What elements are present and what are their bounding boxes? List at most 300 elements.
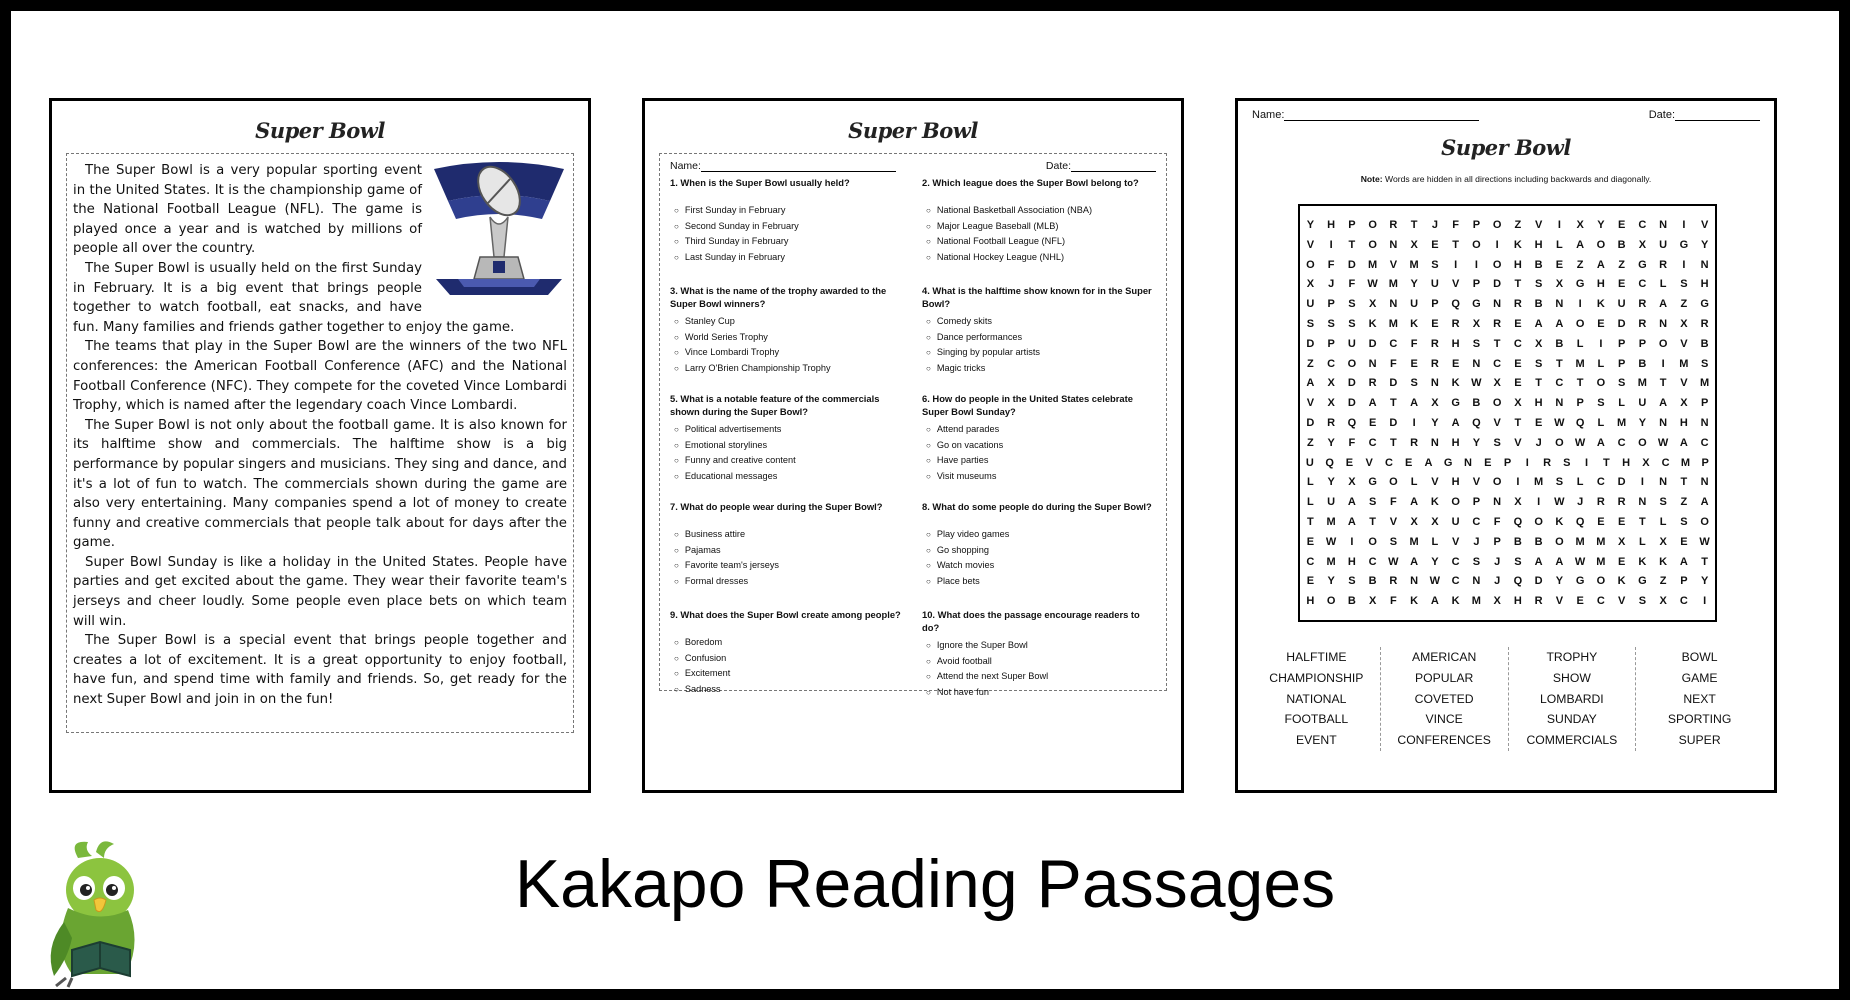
note-text: Words are hidden in all directions including backwards and diagonally.	[1382, 174, 1652, 184]
grid-letter: O	[1492, 219, 1502, 231]
grid-letter: H	[1534, 397, 1543, 410]
grid-letter: W	[1574, 555, 1586, 568]
grid-letter: I	[1516, 476, 1520, 489]
name-date-row	[670, 160, 1156, 172]
grid-letter: D	[1347, 258, 1356, 271]
grid-letter: T	[1514, 278, 1522, 291]
grid-letter: P	[1348, 219, 1356, 231]
answer-option[interactable]: ○ National Hockey League (NHL)	[926, 250, 1156, 266]
answer-option[interactable]: ○ Confusion	[674, 651, 904, 667]
grid-letter: K	[1368, 317, 1377, 330]
question-text: 4. What is the halftime show known for in the Super Bowl?	[922, 285, 1152, 309]
grid-letter: V	[1365, 456, 1373, 469]
grid-letter: Q	[1513, 515, 1523, 528]
question-text: 1. When is the Super Bowl usually held?	[670, 177, 850, 188]
grid-letter: M	[1575, 357, 1585, 370]
grid-letter: E	[1534, 416, 1543, 429]
grid-letter: M	[1617, 416, 1627, 429]
grid-letter: S	[1389, 535, 1398, 548]
grid-letter: F	[1348, 436, 1356, 449]
grid-letter: B	[1368, 575, 1377, 588]
answer-options	[926, 422, 1156, 484]
grid-letter: E	[1306, 535, 1315, 548]
grid-letter: X	[1327, 397, 1335, 410]
word-search-sheet	[1235, 98, 1777, 793]
grid-letter: Z	[1307, 436, 1314, 449]
grid-letter: M	[1637, 377, 1647, 390]
word-list	[1253, 647, 1763, 751]
grid-letter: X	[1368, 298, 1377, 311]
grid-letter: X	[1617, 535, 1626, 548]
search-word: HALFTIME	[1286, 650, 1347, 664]
grid-letter: R	[1638, 317, 1647, 330]
grid-letter: A	[1596, 258, 1605, 271]
grid-row	[1300, 256, 1715, 276]
grid-letter: X	[1534, 337, 1543, 350]
word-search-title: Super Bowl	[1441, 135, 1571, 160]
answer-option[interactable]: ○ Comedy skits	[926, 314, 1156, 330]
grid-letter: V	[1451, 535, 1460, 548]
grid-letter: R	[1543, 456, 1552, 469]
grid-letter: Y	[1327, 575, 1335, 588]
grid-letter: S	[1659, 496, 1667, 509]
grid-letter: Q	[1513, 575, 1523, 588]
grid-letter: E	[1431, 317, 1439, 330]
grid-letter: Y	[1431, 416, 1439, 429]
answer-option[interactable]: ○ World Series Trophy	[674, 330, 904, 346]
grid-letter: N	[1389, 238, 1398, 251]
grid-row	[1300, 493, 1715, 513]
grid-letter: W	[1388, 555, 1399, 568]
grid-row	[1300, 315, 1715, 335]
grid-letter: A	[1410, 397, 1419, 410]
grid-letter: R	[1368, 377, 1377, 390]
answer-option[interactable]: ○ Emotional storylines	[674, 438, 904, 454]
grid-letter: N	[1430, 377, 1439, 390]
grid-letter: H	[1534, 238, 1543, 251]
grid-letter: N	[1430, 436, 1439, 449]
grid-letter: G	[1451, 397, 1460, 410]
question-item	[670, 177, 904, 285]
grid-letter: D	[1347, 377, 1356, 390]
grid-letter: Q	[1575, 515, 1585, 528]
grid-letter: M	[1596, 535, 1606, 548]
answer-option[interactable]: ○ Dance performances	[926, 330, 1156, 346]
answer-option[interactable]: ○ Attend the next Super Bowl	[926, 669, 1156, 685]
grid-letter: Q	[1325, 456, 1334, 469]
questions-grid	[670, 177, 1156, 717]
answer-option[interactable]: ○ Last Sunday in February	[674, 250, 904, 266]
search-word: LOMBARDI	[1540, 691, 1604, 706]
grid-letter: Y	[1410, 278, 1418, 291]
grid-letter: S	[1472, 555, 1481, 568]
answer-option[interactable]: ○ Not have fun	[926, 685, 1156, 701]
grid-letter: N	[1638, 496, 1647, 509]
answer-option[interactable]: ○ Larry O'Brien Championship Trophy	[674, 361, 904, 377]
date-field[interactable]	[1649, 109, 1760, 121]
grid-letter: A	[1555, 317, 1564, 330]
grid-letter: S	[1617, 377, 1626, 390]
answer-option[interactable]: ○ Boredom	[674, 635, 904, 651]
answer-option[interactable]: ○ Pajamas	[674, 543, 904, 559]
grid-letter: A	[1700, 496, 1709, 509]
grid-letter: X	[1368, 595, 1377, 608]
grid-letter: B	[1555, 337, 1564, 350]
grid-letter: O	[1368, 535, 1377, 548]
grid-letter: N	[1464, 456, 1472, 469]
passage-box	[66, 153, 574, 733]
grid-letter: D	[1389, 416, 1398, 429]
grid-letter: C	[1513, 337, 1522, 350]
grid-letter: H	[1513, 595, 1522, 608]
answer-option[interactable]: ○ Excitement	[674, 666, 904, 682]
search-word: SUPER	[1678, 733, 1721, 748]
grid-letter: Y	[1431, 555, 1439, 568]
grid-letter: O	[1326, 595, 1336, 608]
grid-letter: A	[1410, 496, 1419, 509]
grid-letter: C	[1596, 476, 1605, 489]
grid-letter: Z	[1659, 575, 1667, 588]
grid-letter: M	[1471, 595, 1481, 608]
grid-letter: O	[1596, 575, 1606, 588]
grid-letter: F	[1493, 515, 1501, 528]
grid-letter: F	[1390, 595, 1397, 608]
grid-letter: D	[1306, 337, 1315, 350]
grid-letter: O	[1555, 535, 1564, 548]
answer-option[interactable]: ○ Avoid football	[926, 654, 1156, 670]
grid-letter: V	[1680, 377, 1688, 390]
search-word: TROPHY	[1546, 650, 1598, 664]
grid-letter: H	[1306, 595, 1315, 608]
passage-title: Super Bowl	[255, 118, 385, 143]
grid-letter: P	[1472, 496, 1481, 509]
grid-letter: B	[1534, 298, 1543, 311]
grid-letter: H	[1451, 337, 1460, 350]
grid-letter: G	[1700, 298, 1709, 311]
grid-letter: I	[1454, 258, 1458, 271]
grid-letter: A	[1306, 377, 1315, 390]
search-word: POPULAR	[1415, 670, 1474, 685]
grid-letter: M	[1326, 555, 1336, 568]
grid-letter: L	[1556, 238, 1563, 251]
answer-option[interactable]: ○ Third Sunday in February	[674, 234, 904, 250]
grid-letter: U	[1659, 238, 1668, 251]
grid-letter: S	[1514, 555, 1522, 568]
grid-letter: G	[1472, 298, 1481, 311]
grid-letter: A	[1451, 416, 1460, 429]
grid-letter: X	[1680, 397, 1688, 410]
search-word: SUNDAY	[1546, 712, 1597, 727]
answer-option[interactable]: ○ Funny and creative content	[674, 453, 904, 469]
grid-letter: E	[1617, 219, 1626, 231]
grid-letter: M	[1388, 278, 1398, 291]
grid-letter: C	[1661, 456, 1670, 469]
grid-letter: P	[1680, 575, 1688, 588]
grid-letter: Y	[1638, 416, 1647, 429]
grid-letter: O	[1700, 515, 1709, 528]
grid-letter: P	[1493, 535, 1501, 548]
grid-letter: L	[1597, 357, 1605, 370]
search-word: BOWL	[1681, 650, 1718, 664]
grid-row	[1300, 355, 1715, 375]
grid-letter: E	[1617, 278, 1626, 291]
grid-letter: O	[1658, 337, 1668, 350]
grid-letter: P	[1701, 456, 1709, 469]
question-item	[922, 285, 1156, 393]
search-word: COMMERCIALS	[1526, 733, 1618, 748]
grid-letter: N	[1700, 416, 1709, 429]
grid-letter: X	[1348, 476, 1356, 489]
answer-option[interactable]: ○ Attend parades	[926, 422, 1156, 438]
grid-letter: E	[1306, 575, 1315, 588]
passage-paragraph-2: The Super Bowl is usually held on the first Sunday in February. It is a big event that brings people together to watch football, eat snacks, and have fun. Many families and friends gather together to enjoy the game.	[73, 260, 515, 335]
grid-letter: H	[1679, 416, 1688, 429]
grid-letter: D	[1389, 377, 1398, 390]
answer-option[interactable]: ○ Go shopping	[926, 543, 1156, 559]
name-field[interactable]	[670, 160, 896, 172]
grid-letter: L	[1659, 515, 1667, 528]
answer-option[interactable]: ○ Visit museums	[926, 469, 1156, 485]
grid-row	[1300, 335, 1715, 355]
name-field[interactable]	[1252, 109, 1479, 121]
grid-letter: S	[1680, 515, 1688, 528]
grid-letter: N	[1472, 357, 1481, 370]
grid-letter: M	[1596, 555, 1606, 568]
grid-letter: C	[1555, 377, 1564, 390]
grid-letter: S	[1306, 317, 1315, 330]
answer-option[interactable]: ○ Educational messages	[674, 469, 904, 485]
grid-letter: E	[1368, 416, 1377, 429]
grid-letter: E	[1410, 357, 1418, 370]
grid-letter: H	[1700, 278, 1709, 291]
grid-letter: E	[1617, 555, 1626, 568]
grid-letter: Z	[1576, 258, 1584, 271]
question-text: 2. Which league does the Super Bowl belong to?	[922, 177, 1139, 188]
question-text: 7. What do people wear during the Super Bowl?	[670, 501, 883, 512]
search-word: AMERICAN	[1411, 650, 1477, 664]
answer-option[interactable]: ○ Major League Baseball (MLB)	[926, 219, 1156, 235]
grid-letter: R	[1617, 496, 1626, 509]
grid-letter: O	[1492, 476, 1502, 489]
grid-letter: B	[1534, 535, 1543, 548]
grid-letter: X	[1514, 496, 1522, 509]
grid-letter: A	[1410, 555, 1419, 568]
grid-letter: O	[1472, 238, 1481, 251]
search-word: NEXT	[1683, 691, 1716, 706]
grid-letter: G	[1575, 278, 1585, 291]
answer-option[interactable]: ○ Second Sunday in February	[674, 219, 904, 235]
grid-letter: A	[1576, 238, 1585, 251]
grid-letter: O	[1368, 219, 1377, 231]
answer-option[interactable]: ○ Singing by popular artists	[926, 345, 1156, 361]
question-item	[922, 501, 1156, 609]
grid-letter: N	[1555, 397, 1564, 410]
grid-letter: V	[1555, 595, 1564, 608]
answer-option[interactable]: ○ Magic tricks	[926, 361, 1156, 377]
grid-letter: E	[1514, 317, 1522, 330]
answer-option[interactable]: ○ National Basketball Association (NBA)	[926, 203, 1156, 219]
grid-letter: R	[1513, 298, 1522, 311]
grid-letter: X	[1472, 317, 1481, 330]
question-text: 6. How do people in the United States celebrate Super Bowl Sunday?	[922, 393, 1133, 417]
grid-letter: I	[1557, 219, 1561, 231]
grid-letter: K	[1513, 238, 1522, 251]
grid-letter: O	[1347, 357, 1357, 370]
grid-letter: C	[1451, 555, 1460, 568]
grid-letter: C	[1679, 595, 1688, 608]
brand-title: Kakapo Reading Passages	[514, 846, 1336, 922]
note-label: Note:	[1360, 174, 1383, 184]
grid-letter: P	[1617, 337, 1626, 350]
grid-letter: E	[1597, 317, 1605, 330]
grid-letter: P	[1472, 278, 1481, 291]
grid-letter: T	[1390, 436, 1397, 449]
grid-row	[1300, 473, 1715, 493]
grid-letter: S	[1348, 298, 1356, 311]
grid-letter: E	[1555, 258, 1564, 271]
grid-letter: C	[1327, 357, 1336, 370]
grid-letter: Q	[1472, 416, 1481, 429]
answer-option[interactable]: ○ Political advertisements	[674, 422, 904, 438]
grid-letter: Y	[1327, 436, 1335, 449]
grid-letter: W	[1657, 436, 1669, 449]
grid-letter: O	[1451, 496, 1460, 509]
grid-letter: W	[1554, 416, 1565, 429]
grid-letter: C	[1700, 436, 1709, 449]
search-word: FOOTBALL	[1284, 712, 1349, 727]
grid-letter: A	[1679, 555, 1688, 568]
grid-letter: Z	[1514, 219, 1522, 231]
answer-option[interactable]: ○ First Sunday in February	[674, 203, 904, 219]
grid-letter: Z	[1680, 496, 1688, 509]
answer-option[interactable]: ○ Have parties	[926, 453, 1156, 469]
word-column	[1253, 647, 1381, 751]
question-item	[922, 393, 1156, 501]
grid-letter: W	[1325, 535, 1337, 548]
grid-letter: E	[1680, 535, 1688, 548]
answer-option[interactable]: ○ Play video games	[926, 527, 1156, 543]
grid-letter: N	[1493, 298, 1502, 311]
answer-option[interactable]: ○ Stanley Cup	[674, 314, 904, 330]
answer-options	[674, 527, 904, 589]
grid-letter: K	[1555, 515, 1564, 528]
answer-option[interactable]: ○ Ignore the Super Bowl	[926, 638, 1156, 654]
grid-letter: M	[1326, 515, 1336, 528]
grid-letter: T	[1576, 377, 1584, 390]
grid-letter: Y	[1700, 575, 1709, 588]
grid-letter: C	[1389, 337, 1398, 350]
word-search-note	[1238, 174, 1774, 184]
date-field[interactable]	[1046, 160, 1156, 172]
grid-letter: W	[1367, 278, 1378, 291]
answer-option[interactable]: ○ Favorite team's jerseys	[674, 558, 904, 574]
word-column	[1636, 647, 1763, 751]
search-word: SHOW	[1552, 670, 1591, 685]
grid-letter: D	[1493, 278, 1502, 291]
grid-letter: X	[1659, 595, 1667, 608]
grid-letter: A	[1679, 436, 1688, 449]
grid-letter: E	[1514, 357, 1522, 370]
grid-letter: Q	[1347, 416, 1357, 429]
grid-letter: J	[1328, 278, 1335, 291]
grid-letter: S	[1368, 496, 1377, 509]
grid-row	[1300, 275, 1715, 295]
grid-letter: Q	[1575, 416, 1585, 429]
grid-letter: R	[1430, 357, 1439, 370]
grid-letter: S	[1700, 357, 1709, 370]
grid-letter: R	[1596, 496, 1605, 509]
grid-letter: Q	[1451, 298, 1460, 311]
grid-letter: E	[1345, 456, 1354, 469]
grid-letter: O	[1638, 436, 1647, 449]
passage-paragraph-6: The Super Bowl is a special event that brings people together and creates a lot of excitement. It is a great opportunity to enjoy football, have fun, and spend time with family and friends. So, get ready for the next Super Bowl and join in on the fun!	[73, 633, 567, 708]
grid-letter: Y	[1327, 476, 1335, 489]
grid-letter: N	[1410, 575, 1419, 588]
grid-letter: X	[1410, 515, 1418, 528]
answer-option[interactable]: ○ Place bets	[926, 574, 1156, 590]
grid-letter: I	[1412, 416, 1416, 429]
grid-letter: R	[1638, 298, 1647, 311]
grid-row	[1300, 236, 1715, 256]
grid-letter: V	[1514, 436, 1522, 449]
grid-letter: T	[1410, 219, 1418, 231]
grid-letter: I	[1329, 238, 1333, 251]
grid-letter: V	[1700, 219, 1709, 231]
question-item	[922, 609, 1156, 717]
grid-letter: V	[1493, 416, 1501, 429]
answer-option[interactable]: ○ Sadness	[674, 682, 904, 698]
grid-letter: W	[1429, 575, 1441, 588]
grid-letter: N	[1389, 298, 1398, 311]
grid-letter: I	[1682, 258, 1686, 271]
grid-row	[1300, 572, 1715, 592]
grid-letter: J	[1494, 555, 1501, 568]
grid-letter: E	[1576, 595, 1584, 608]
grid-letter: N	[1555, 298, 1564, 311]
grid-row	[1300, 414, 1715, 434]
answer-option[interactable]: ○ National Football League (NFL)	[926, 234, 1156, 250]
grid-letter: M	[1679, 357, 1689, 370]
answer-option[interactable]: ○ Business attire	[674, 527, 904, 543]
answer-option[interactable]: ○ Go on vacations	[926, 438, 1156, 454]
grid-letter: K	[1617, 575, 1626, 588]
grid-letter: J	[1494, 575, 1501, 588]
grid-letter: O	[1368, 238, 1377, 251]
grid-letter: U	[1617, 298, 1626, 311]
answer-option[interactable]: ○ Watch movies	[926, 558, 1156, 574]
grid-letter: O	[1596, 238, 1606, 251]
grid-letter: P	[1431, 298, 1439, 311]
grid-letter: T	[1369, 515, 1376, 528]
grid-letter: P	[1503, 456, 1512, 469]
grid-letter: N	[1493, 496, 1502, 509]
grid-letter: B	[1617, 238, 1626, 251]
grid-letter: Y	[1597, 219, 1605, 231]
grid-letter: S	[1638, 595, 1647, 608]
answer-options	[674, 635, 904, 697]
answer-option[interactable]: ○ Formal dresses	[674, 574, 904, 590]
grid-letter: L	[1410, 476, 1418, 489]
grid-row	[1300, 295, 1715, 315]
grid-letter: I	[1585, 456, 1589, 469]
grid-letter: E	[1484, 456, 1492, 469]
grid-letter: L	[1576, 476, 1584, 489]
answer-option[interactable]: ○ Vince Lombardi Trophy	[674, 345, 904, 361]
grid-letter: S	[1680, 278, 1688, 291]
passage-paragraph-4: The Super Bowl is not only about the football game. It is also known for its halftime show and commercials. The halftime show is a big performance by popular singers and musicians. They sing and dance, and it's a lot of fun to watch. The commercials shown during the game are also very entertaining. Many companies spend a lot of money to create funny and creative commercials that people talk about for days after the game.	[73, 417, 567, 551]
word-column	[1381, 647, 1509, 751]
grid-letter: R	[1659, 258, 1668, 271]
